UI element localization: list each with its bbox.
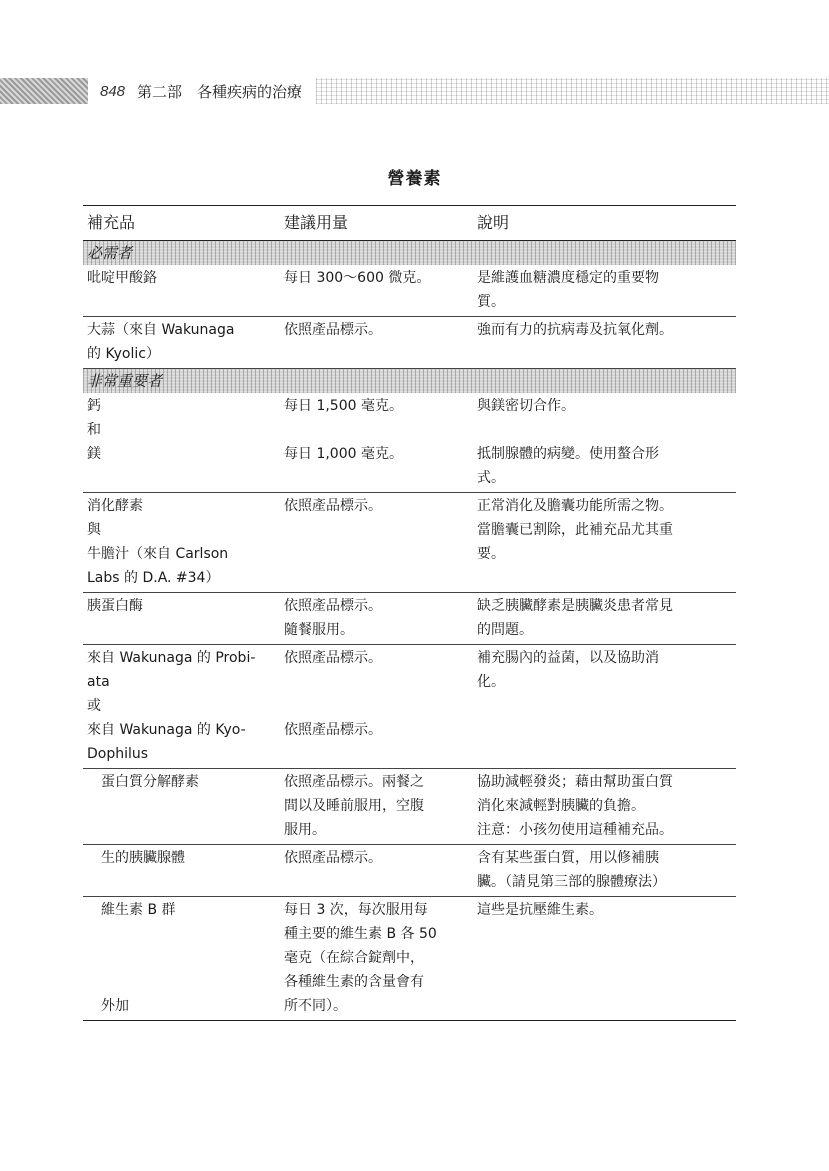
table-row [83,393,736,493]
supplement-cell-line: 來自 Wakunaga 的 Probi- [87,650,256,666]
note-cell-line: 消化來減輕對胰臟的負擔。 [477,798,645,814]
supplement-cell-line: 胰蛋白酶 [87,598,143,614]
note-cell [473,769,736,845]
supplement-cell-line: 來自 Wakunaga 的 Kyo- [87,722,246,738]
dosage-cell-line: 每日 1,500 毫克。 [284,398,403,414]
section-label: 非常重要者 [83,369,736,394]
dosage-cell-line: 種主要的維生素 B 各 50 [284,926,437,942]
supplement-cell-line [101,946,276,970]
header-texture [316,78,829,104]
section-row-very-important [83,369,736,394]
dosage-cell-line [284,418,469,442]
supplement-cell-line: 與 [87,522,101,538]
note-cell-line: 的問題。 [477,622,533,638]
note-cell-line: 這些是抗壓維生素。 [477,902,603,918]
supplement-table [83,205,736,1021]
supplement-cell-line [101,970,276,994]
note-cell [473,845,736,897]
note-cell-line: 臟。（請見第三部的腺體療法） [477,874,666,890]
supplement-cell [83,393,280,493]
note-cell-line: 協助減輕發炎；藉由幫助蛋白質 [477,774,673,790]
dosage-cell [280,593,473,645]
dosage-cell-line: 所不同）。 [284,998,347,1014]
note-cell-line: 式。 [477,470,505,486]
supplement-cell-line: 生的胰臟腺體 [101,850,185,866]
table-row [83,645,736,769]
note-cell [473,897,736,1021]
supplement-cell [83,493,280,593]
column-header-dosage: 建議用量 [280,206,473,241]
dosage-cell [280,265,473,317]
column-header-supplement: 補充品 [83,206,280,241]
supplement-cell-line: 鈣 [87,398,101,414]
page-title: 營養素 [387,169,442,189]
table-row [83,265,736,317]
note-cell-line [477,418,732,442]
note-cell-line: 是維護血糖濃度穩定的重要物 [477,270,659,286]
note-cell-line: 注意：小孩勿使用這種補充品。 [477,822,673,838]
dosage-cell [280,393,473,493]
dosage-cell [280,845,473,897]
header-decoration [0,78,88,104]
dosage-cell-line: 各種維生素的含量會有 [284,974,424,990]
supplement-cell-line: Dophilus [87,746,149,762]
dosage-cell-line: 依照產品標示。兩餐之 [284,774,424,790]
column-header-note: 說明 [473,206,736,241]
dosage-cell [280,493,473,593]
table-row [83,593,736,645]
table-body [83,241,736,1021]
dosage-cell-line: 依照產品標示。 [284,498,382,514]
dosage-cell-line: 每日 300～600 微克。 [284,270,431,286]
supplement-cell [83,265,280,317]
dosage-cell-line: 依照產品標示。 [284,650,382,666]
dosage-cell-line: 依照產品標示。 [284,722,382,738]
table-row [83,845,736,897]
supplement-cell-line: 鎂 [87,446,101,462]
dosage-cell [280,897,473,1021]
supplement-cell [83,645,280,769]
dosage-cell-line: 每日 3 次，每次服用每 [284,902,428,918]
note-cell-line: 當膽囊已割除，此補充品尤其重 [477,522,673,538]
table-row [83,897,736,1021]
note-cell-line: 強而有力的抗病毒及抗氧化劑。 [477,322,673,338]
dosage-cell-line: 依照產品標示。 [284,322,382,338]
dosage-cell-line: 毫克（在綜合錠劑中， [284,950,424,966]
table-row [83,317,736,369]
dosage-cell [280,317,473,369]
supplement-cell-line [101,922,276,946]
section-row-essential [83,241,736,266]
table-row [83,493,736,593]
supplement-cell [83,897,280,1021]
dosage-cell [280,769,473,845]
supplement-cell-line: 蛋白質分解酵素 [101,774,199,790]
supplement-cell [83,593,280,645]
supplement-cell-line: 外加 [101,998,129,1014]
note-cell [473,493,736,593]
dosage-cell [280,645,473,769]
note-cell [473,645,736,769]
note-cell-line: 要。 [477,546,505,562]
note-cell [473,393,736,493]
dosage-cell-line [284,694,469,718]
supplement-cell-line: 和 [87,422,101,438]
dosage-cell-line: 隨餐服用。 [284,622,354,638]
dosage-cell-line: 間以及睡前服用，空腹 [284,798,424,814]
note-cell [473,317,736,369]
supplement-cell-line: 的 Kyolic） [87,346,160,362]
supplement-cell-line: 吡啶甲酸鉻 [87,270,157,286]
note-cell-line: 化。 [477,674,505,690]
note-cell [473,265,736,317]
table-row [83,769,736,845]
supplement-cell-line: 大蒜（來自 Wakunaga [87,322,235,338]
supplement-cell [83,845,280,897]
supplement-cell-line: ata [87,674,110,690]
supplement-cell-line: 或 [87,698,101,714]
note-cell-line: 抵制腺體的病變。使用螯合形 [477,446,659,462]
dosage-cell-line: 每日 1,000 毫克。 [284,446,403,462]
supplement-cell [83,317,280,369]
note-cell [473,593,736,645]
page-number: 848 [100,82,126,100]
supplement-cell-line: 消化酵素 [87,498,143,514]
supplement-cell-line: 維生素 B 群 [101,902,176,918]
dosage-cell-line: 依照產品標示。 [284,850,382,866]
table-header-row [83,206,736,241]
note-cell-line: 缺乏胰臟酵素是胰臟炎患者常見 [477,598,673,614]
dosage-cell-line: 依照產品標示。 [284,598,382,614]
section-label: 必需者 [83,241,736,266]
supplement-cell-line: 牛膽汁（來自 Carlson [87,546,229,562]
supplement-cell-line: Labs 的 D.A. #34） [87,570,220,586]
note-cell-line: 補充腸內的益菌，以及協助消 [477,650,659,666]
running-header [0,76,829,106]
note-cell-line: 正常消化及膽囊功能所需之物。 [477,498,673,514]
note-cell-line: 質。 [477,294,505,310]
dosage-cell-line [284,670,469,694]
dosage-cell-line: 服用。 [284,822,326,838]
supplement-cell [83,769,280,845]
note-cell-line: 與鎂密切合作。 [477,398,575,414]
note-cell-line: 含有某些蛋白質，用以修補胰 [477,850,659,866]
section-title: 第二部 各種疾病的治療 [137,82,303,101]
